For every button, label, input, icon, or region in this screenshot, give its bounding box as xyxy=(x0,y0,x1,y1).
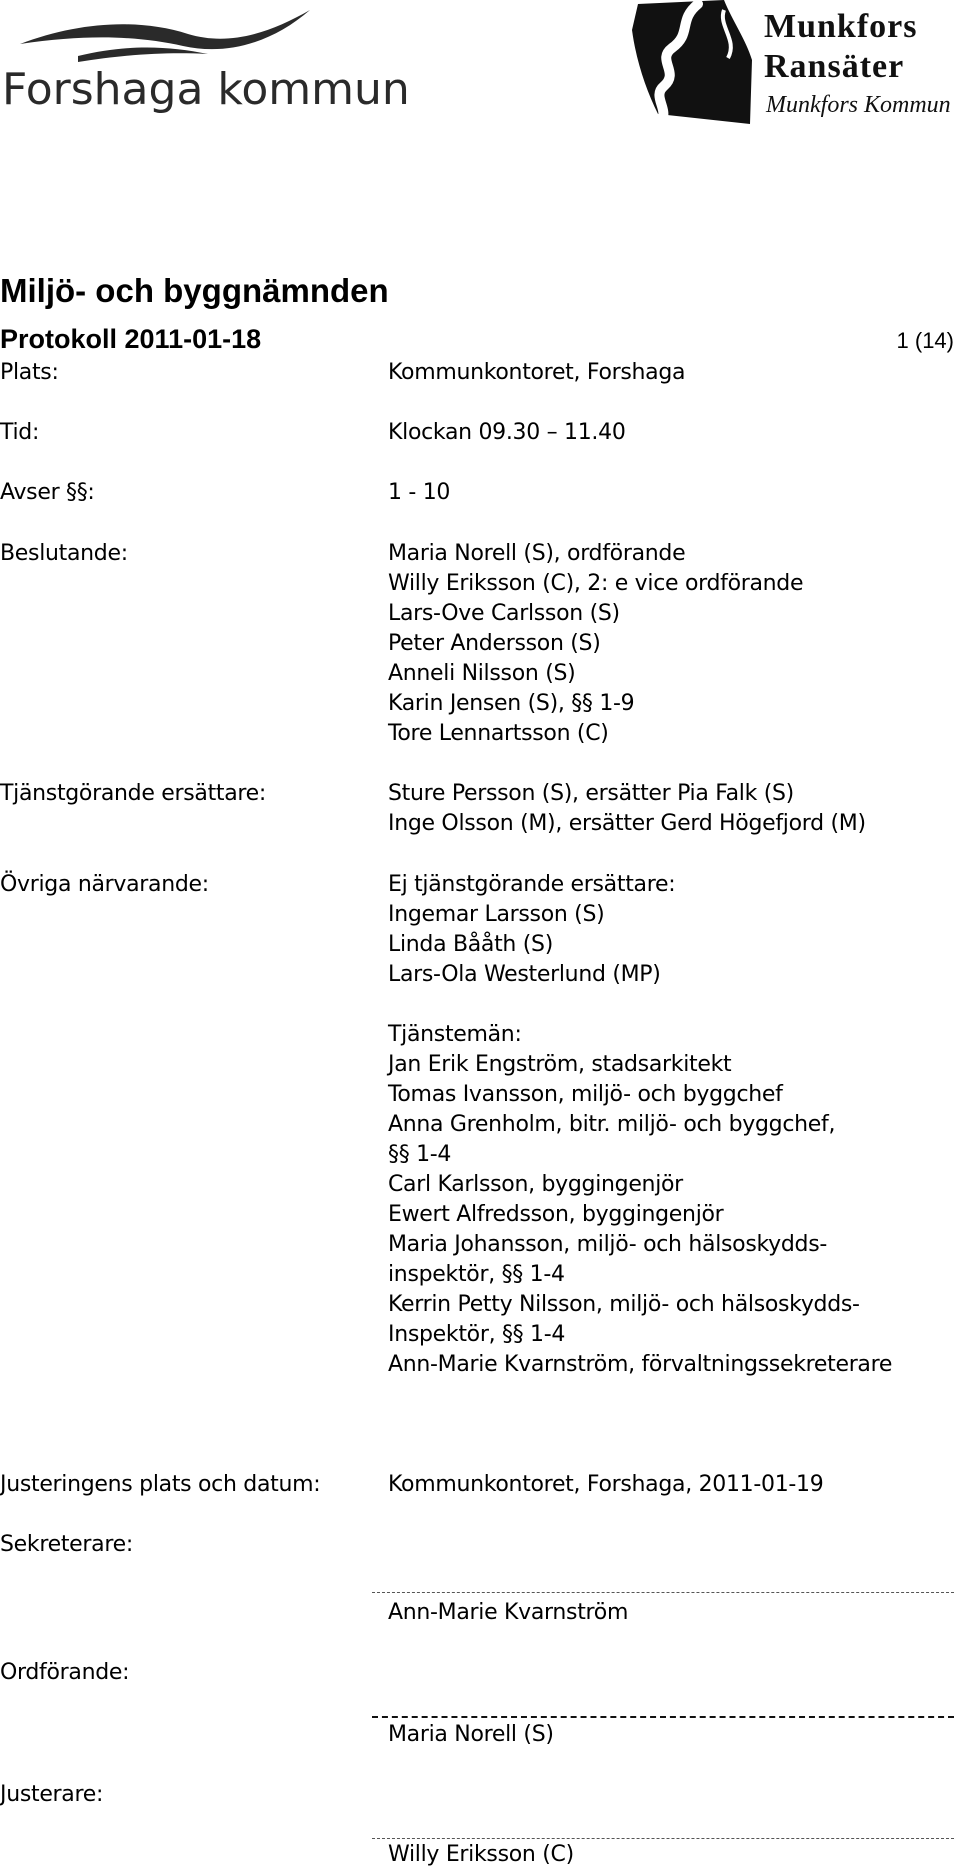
justering-label: Justeringens plats och datum: xyxy=(0,1472,321,1497)
justering-value: Kommunkontoret, Forshaga, 2011-01-19 xyxy=(388,1472,824,1497)
ordforande-signature-line xyxy=(372,1716,954,1718)
munkfors-line3: Munkfors Kommun xyxy=(766,92,951,118)
plats-label: Plats: xyxy=(0,360,59,385)
ovriga-item: Ej tjänstgörande ersättare: xyxy=(388,872,676,897)
page-title: Miljö- och byggnämnden xyxy=(0,272,389,309)
justerare-label: Justerare: xyxy=(0,1782,104,1807)
ersattare-item: Inge Olsson (M), ersätter Gerd Högefjord (M) xyxy=(388,811,866,836)
beslutande-item: Maria Norell (S), ordförande xyxy=(388,541,686,566)
munkfors-line1: Munkfors xyxy=(764,8,918,45)
beslutande-item: Karin Jensen (S), §§ 1-9 xyxy=(388,691,635,716)
ovriga-item: Lars-Ola Westerlund (MP) xyxy=(388,962,661,987)
tid-label: Tid: xyxy=(0,420,40,445)
ovriga-item: Linda Bååth (S) xyxy=(388,932,554,957)
sekreterare-label: Sekreterare: xyxy=(0,1532,133,1557)
beslutande-label: Beslutande: xyxy=(0,541,128,566)
tjanstemen-item: Maria Johansson, miljö- och hälsoskydds- xyxy=(388,1232,828,1257)
plats-value: Kommunkontoret, Forshaga xyxy=(388,360,686,385)
tjanstemen-item: Ann-Marie Kvarnström, förvaltningssekreterare xyxy=(388,1352,893,1377)
beslutande-item: Tore Lennartsson (C) xyxy=(388,721,609,746)
ersattare-item: Sture Persson (S), ersätter Pia Falk (S) xyxy=(388,781,794,806)
forshaga-name: Forshaga kommun xyxy=(2,64,410,115)
munkfors-river-icon xyxy=(628,0,758,128)
ordforande-label: Ordförande: xyxy=(0,1660,130,1685)
munkfors-line2: Ransäter xyxy=(764,48,905,85)
beslutande-item: Anneli Nilsson (S) xyxy=(388,661,576,686)
avser-label: Avser §§: xyxy=(0,480,95,505)
ersattare-label: Tjänstgörande ersättare: xyxy=(0,781,267,806)
ovriga-label: Övriga närvarande: xyxy=(0,872,209,897)
munkfors-logo xyxy=(628,0,960,130)
tjanstemen-item: Tjänstemän: xyxy=(388,1022,522,1047)
tjanstemen-item: Jan Erik Engström, stadsarkitekt xyxy=(388,1052,732,1077)
ovriga-item: Ingemar Larsson (S) xyxy=(388,902,605,927)
tjanstemen-item: Ewert Alfredsson, byggingenjör xyxy=(388,1202,724,1227)
tid-value: Klockan 09.30 – 11.40 xyxy=(388,420,626,445)
forshaga-swoosh-icon xyxy=(18,4,318,64)
tjanstemen-item: Anna Grenholm, bitr. miljö- och byggchef, xyxy=(388,1112,836,1137)
tjanstemen-item: §§ 1-4 xyxy=(388,1142,452,1167)
sekreterare-signature-line xyxy=(372,1592,954,1593)
tjanstemen-item: Kerrin Petty Nilsson, miljö- och hälsoskydds- xyxy=(388,1292,860,1317)
justerare-signature-line xyxy=(372,1838,954,1839)
beslutande-item: Willy Eriksson (C), 2: e vice ordförande xyxy=(388,571,804,596)
tjanstemen-item: Tomas Ivansson, miljö- och byggchef xyxy=(388,1082,783,1107)
beslutande-item: Peter Andersson (S) xyxy=(388,631,601,656)
beslutande-item: Lars-Ove Carlsson (S) xyxy=(388,601,620,626)
tjanstemen-item: Carl Karlsson, byggingenjör xyxy=(388,1172,683,1197)
tjanstemen-item: inspektör, §§ 1-4 xyxy=(388,1262,565,1287)
ordforande-name: Maria Norell (S) xyxy=(388,1722,554,1747)
tjanstemen-item: Inspektör, §§ 1-4 xyxy=(388,1322,566,1347)
protocol-date: Protokoll 2011-01-18 xyxy=(0,324,262,354)
justerare-name: Willy Eriksson (C) xyxy=(388,1842,574,1867)
avser-value: 1 - 10 xyxy=(388,480,451,505)
page-count: 1 (14) xyxy=(896,328,954,353)
forshaga-logo xyxy=(0,0,410,120)
sekreterare-name: Ann-Marie Kvarnström xyxy=(388,1600,629,1625)
